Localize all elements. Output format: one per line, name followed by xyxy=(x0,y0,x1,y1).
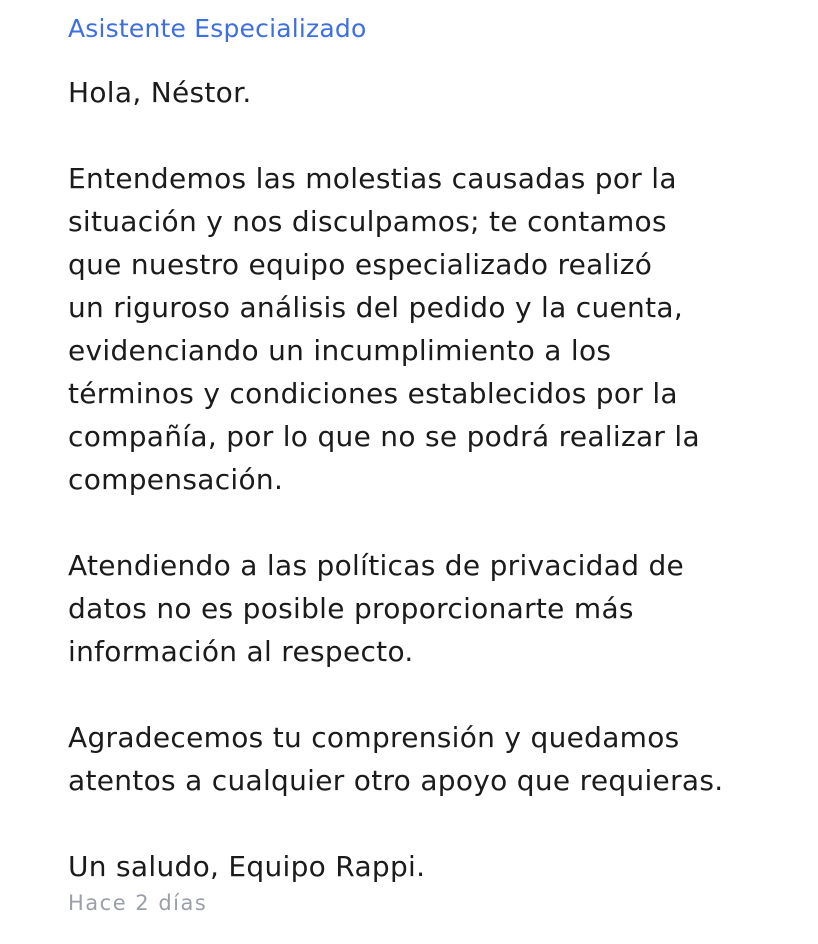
message-line: términos y condiciones establecidos por la xyxy=(68,377,678,410)
message-line: un riguroso análisis del pedido y la cuenta, xyxy=(68,291,684,324)
greeting: Hola, Néstor. xyxy=(68,76,252,109)
message-line: compañía, por lo que no se podrá realizar la xyxy=(68,420,700,453)
message-body xyxy=(68,71,808,888)
message-line: Agradecemos tu comprensión y quedamos xyxy=(68,721,680,754)
message-line: situación y nos disculpamos; te contamos xyxy=(68,205,667,238)
message-line: Atendiendo a las políticas de privacidad de xyxy=(68,549,685,582)
message-line: información al respecto. xyxy=(68,635,414,668)
message-paragraph xyxy=(68,157,808,501)
message-line: compensación. xyxy=(68,463,284,496)
message-line: que nuestro equipo especializado realizó xyxy=(68,248,653,281)
sender-name: Asistente Especializado xyxy=(68,14,367,43)
message-line: atentos a cualquier otro apoyo que requieras. xyxy=(68,764,724,797)
signoff: Un saludo, Equipo Rappi. xyxy=(68,850,426,883)
message-paragraph xyxy=(68,544,808,673)
message-line: evidenciando un incumplimiento a los xyxy=(68,334,612,367)
chat-message xyxy=(68,12,808,916)
message-line: Entendemos las molestias causadas por la xyxy=(68,162,677,195)
message-timestamp: Hace 2 días xyxy=(68,891,208,915)
message-line: datos no es posible proporcionarte más xyxy=(68,592,634,625)
message-paragraph xyxy=(68,716,808,802)
